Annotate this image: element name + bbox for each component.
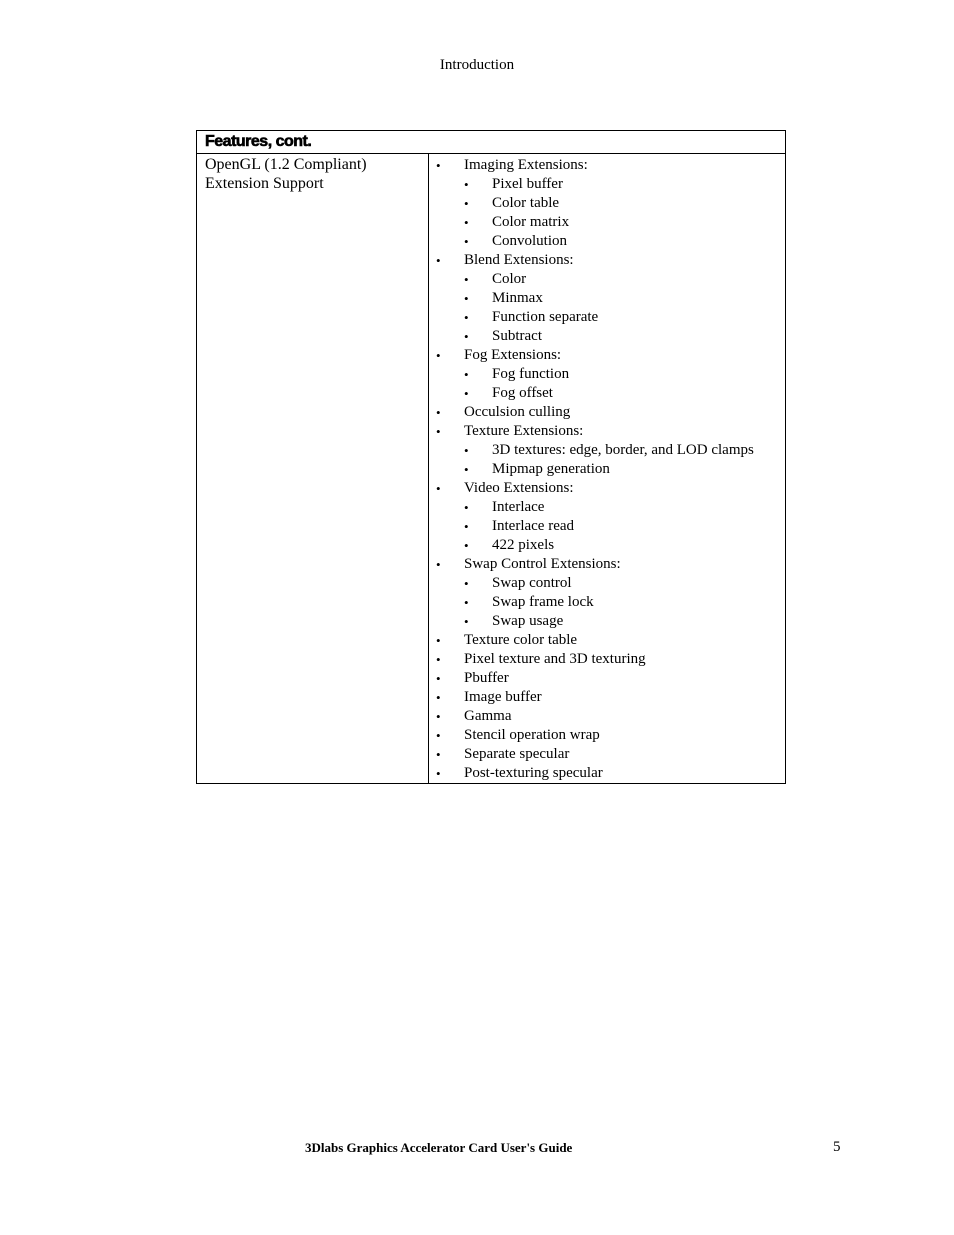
sub-list-item <box>429 270 785 289</box>
list-item <box>429 707 785 726</box>
bullet-icon: • <box>464 576 469 591</box>
sub-list-item <box>429 460 785 479</box>
list-item-label: Gamma <box>464 708 512 724</box>
sub-list-item <box>429 327 785 346</box>
list-item-label: Swap usage <box>492 613 564 629</box>
bullet-icon: • <box>464 291 469 306</box>
list-item-label: Fog offset <box>492 385 553 401</box>
list-item <box>429 251 785 270</box>
bullet-icon: • <box>436 766 441 781</box>
list-item <box>429 726 785 745</box>
sub-list-item <box>429 175 785 194</box>
list-item <box>429 669 785 688</box>
list-item <box>429 422 785 441</box>
list-item <box>429 403 785 422</box>
sub-list-item <box>429 517 785 536</box>
list-item-label: Convolution <box>492 233 568 249</box>
bullet-icon: • <box>464 538 469 553</box>
list-item-label: Stencil operation wrap <box>464 727 600 743</box>
list-item-label: Pbuffer <box>464 670 509 686</box>
bullet-icon: • <box>436 158 441 173</box>
bullet-icon: • <box>436 348 441 363</box>
bullet-icon: • <box>436 709 441 724</box>
bullet-icon: • <box>436 424 441 439</box>
list-item <box>429 156 785 175</box>
bullet-icon: • <box>464 595 469 610</box>
list-item <box>429 650 785 669</box>
bullet-icon: • <box>464 310 469 325</box>
page-header: Introduction <box>439 57 515 73</box>
sub-list-item <box>429 384 785 403</box>
list-item-label: Post-texturing specular <box>464 765 603 781</box>
list-item <box>429 631 785 650</box>
bullet-icon: • <box>436 253 441 268</box>
feature-label-line: OpenGL (1.2 Compliant) <box>205 156 367 173</box>
bullet-icon: • <box>464 614 469 629</box>
list-item-label: Separate specular <box>464 746 570 762</box>
bullet-icon: • <box>436 671 441 686</box>
list-item <box>429 346 785 365</box>
list-item-label: Pixel texture and 3D texturing <box>464 651 646 667</box>
list-item-label: Color table <box>492 195 560 211</box>
list-item-label: Function separate <box>492 309 599 325</box>
bullet-icon: • <box>436 557 441 572</box>
list-item <box>429 688 785 707</box>
sub-list-item <box>429 289 785 308</box>
list-item-label: Color matrix <box>492 214 570 230</box>
bullet-icon: • <box>464 462 469 477</box>
sub-list-item <box>429 593 785 612</box>
bullet-icon: • <box>464 234 469 249</box>
list-item-label: Video Extensions: <box>464 480 574 496</box>
table-title: Features, cont. <box>197 131 785 154</box>
list-item-label: Swap control <box>492 575 572 591</box>
list-item <box>429 764 785 783</box>
list-item-label: Pixel buffer <box>492 176 563 192</box>
list-item-label: Swap frame lock <box>492 594 594 610</box>
bullet-icon: • <box>436 728 441 743</box>
list-item-label: Color <box>492 271 527 287</box>
list-item-label: 3D textures: edge, border, and LOD clamps <box>492 442 754 458</box>
bullet-icon: • <box>464 519 469 534</box>
list-item-label: Mipmap generation <box>492 461 610 477</box>
extension-list <box>429 154 785 783</box>
features-table <box>196 130 786 784</box>
bullet-icon: • <box>464 329 469 344</box>
bullet-icon: • <box>436 690 441 705</box>
bullet-icon: • <box>464 500 469 515</box>
list-item-label: Swap Control Extensions: <box>464 556 621 572</box>
sub-list-item <box>429 308 785 327</box>
sub-list-item <box>429 365 785 384</box>
list-item-label: Blend Extensions: <box>464 252 574 268</box>
sub-list-item <box>429 232 785 251</box>
sub-list-item <box>429 194 785 213</box>
list-item-label: Subtract <box>492 328 542 344</box>
bullet-icon: • <box>436 633 441 648</box>
list-item-label: Fog Extensions: <box>464 347 562 363</box>
list-item <box>429 555 785 574</box>
bullet-icon: • <box>464 196 469 211</box>
list-item-label: Texture color table <box>464 632 578 648</box>
bullet-icon: • <box>464 272 469 287</box>
sub-list-item <box>429 498 785 517</box>
list-item <box>429 745 785 764</box>
sub-list-item <box>429 612 785 631</box>
list-item <box>429 479 785 498</box>
list-item-label: Fog function <box>492 366 570 382</box>
list-item-label: Interlace <box>492 499 545 515</box>
feature-label-line: Extension Support <box>205 175 324 192</box>
list-item-label: Occulsion culling <box>464 404 571 420</box>
list-item-label: Imaging Extensions: <box>464 157 588 173</box>
table-row <box>197 154 785 783</box>
sub-list-item <box>429 441 785 460</box>
footer-title: 3Dlabs Graphics Accelerator Card User's Guide <box>305 1140 573 1155</box>
feature-label-cell <box>197 154 429 783</box>
list-item-label: Interlace read <box>492 518 575 534</box>
bullet-icon: • <box>436 481 441 496</box>
sub-list-item <box>429 574 785 593</box>
bullet-icon: • <box>436 652 441 667</box>
list-item-label: 422 pixels <box>492 537 555 553</box>
bullet-icon: • <box>464 177 469 192</box>
bullet-icon: • <box>464 443 469 458</box>
bullet-icon: • <box>464 367 469 382</box>
bullet-icon: • <box>436 747 441 762</box>
page-number: 5 <box>833 1139 841 1155</box>
bullet-icon: • <box>464 386 469 401</box>
bullet-icon: • <box>464 215 469 230</box>
list-item-label: Minmax <box>492 290 543 306</box>
sub-list-item <box>429 213 785 232</box>
list-item-label: Texture Extensions: <box>464 423 584 439</box>
sub-list-item <box>429 536 785 555</box>
list-item-label: Image buffer <box>464 689 542 705</box>
bullet-icon: • <box>436 405 441 420</box>
